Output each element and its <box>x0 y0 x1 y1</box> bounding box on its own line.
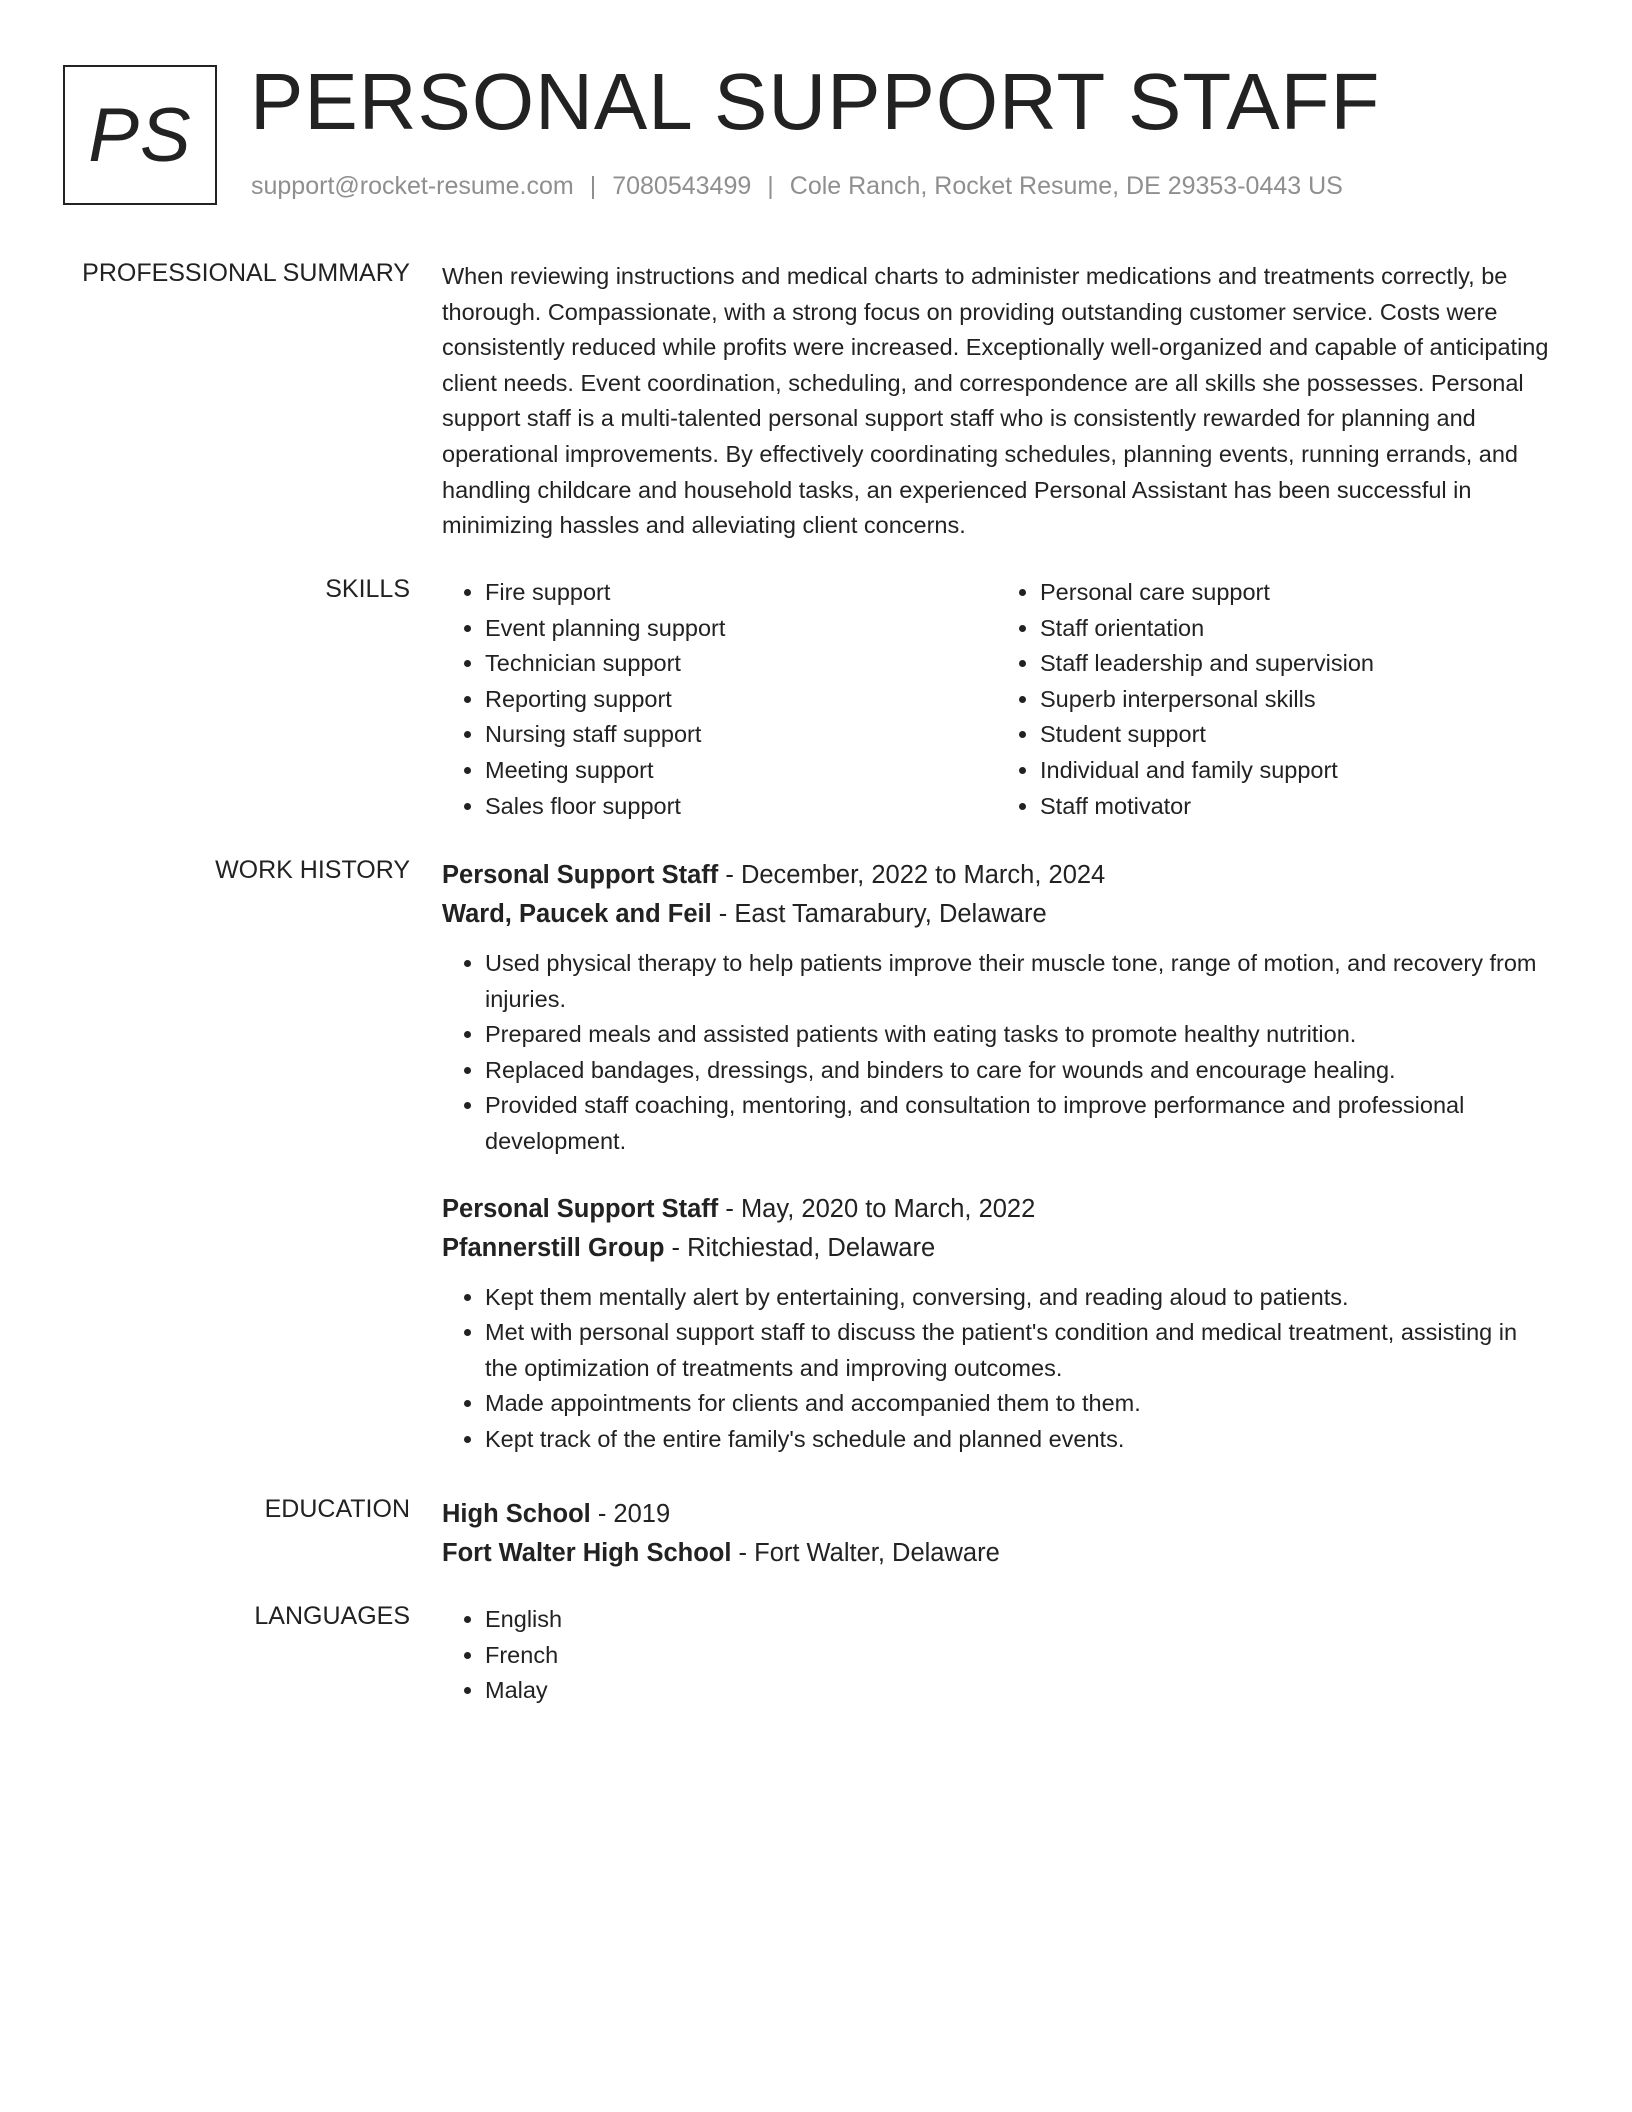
work-history-body <box>442 856 1552 1458</box>
job-entry <box>442 1190 1552 1458</box>
education-school: Fort Walter High School <box>442 1539 732 1567</box>
job-entry <box>442 856 1552 1160</box>
skills-list-right <box>997 575 1552 824</box>
resume-name: PERSONAL SUPPORT STAFF <box>250 57 1381 146</box>
job-company-line <box>442 895 1552 934</box>
skills-grid <box>442 575 1552 824</box>
education-location: - Fort Walter, Delaware <box>731 1539 1000 1567</box>
skill-item: • Event planning support <box>485 611 997 647</box>
language-item: • English <box>485 1602 1552 1638</box>
skill-item: • Individual and family support <box>1040 753 1552 789</box>
job-bullet: • Provided staff coaching, mentoring, and consultation to improve performance and professional development. <box>485 1088 1552 1159</box>
job-dates: - May, 2020 to March, 2022 <box>718 1194 1036 1223</box>
languages-body <box>442 1602 1552 1709</box>
skill-item: • Superb interpersonal skills <box>1040 682 1552 718</box>
job-title: Personal Support Staff <box>442 861 719 889</box>
contact-phone: 7080543499 <box>612 172 752 200</box>
job-title: Personal Support Staff <box>442 1194 719 1223</box>
contact-line <box>251 172 1343 201</box>
languages-heading: LANGUAGES <box>254 1602 410 1630</box>
skill-item: • Fire support <box>485 575 997 611</box>
skill-item: • Student support <box>1040 717 1552 753</box>
contact-address: Cole Ranch, Rocket Resume, DE 29353-0443 US <box>789 172 1343 200</box>
skill-item: • Personal care support <box>1040 575 1552 611</box>
skill-item: • Staff orientation <box>1040 611 1552 647</box>
job-bullet: • Kept track of the entire family's schedule and planned events. <box>485 1422 1552 1458</box>
job-location: - Ritchiestad, Delaware <box>664 1233 936 1262</box>
work-history-heading: WORK HISTORY <box>215 856 410 884</box>
skills-list-left <box>442 575 997 824</box>
job-bullet: • Replaced bandages, dressings, and binders to care for wounds and encourage healing. <box>485 1053 1552 1089</box>
job-bullet: • Kept them mentally alert by entertaining, conversing, and reading aloud to patients. <box>485 1280 1552 1316</box>
education-degree: High School <box>442 1500 591 1528</box>
summary-body <box>442 259 1552 544</box>
job-bullets <box>442 946 1552 1160</box>
summary-heading: PROFESSIONAL SUMMARY <box>82 259 410 287</box>
job-company: Ward, Paucek and Feil <box>442 900 712 928</box>
job-dates: - December, 2022 to March, 2024 <box>718 861 1106 889</box>
job-location: - East Tamarabury, Delaware <box>711 900 1047 928</box>
education-year: - 2019 <box>590 1500 671 1528</box>
contact-separator: | <box>589 172 597 200</box>
skills-heading: SKILLS <box>325 575 410 603</box>
contact-separator: | <box>767 172 774 200</box>
education-body <box>442 1495 1552 1573</box>
skill-item: • Technician support <box>485 646 997 682</box>
skill-item: • Sales floor support <box>485 789 997 825</box>
skill-item: • Nursing staff support <box>485 717 997 753</box>
job-title-line <box>442 856 1552 895</box>
job-bullets <box>442 1280 1552 1458</box>
job-company: Pfannerstill Group <box>442 1233 665 1262</box>
job-title-line <box>442 1190 1552 1229</box>
skill-item: • Reporting support <box>485 682 997 718</box>
job-company-line <box>442 1229 1552 1268</box>
education-heading: EDUCATION <box>264 1495 410 1523</box>
language-item: • French <box>485 1638 1552 1674</box>
skill-item: • Meeting support <box>485 753 997 789</box>
languages-list <box>442 1602 1552 1709</box>
education-school-line <box>442 1534 1552 1573</box>
initials-monogram: PS <box>63 65 217 205</box>
skill-item: • Staff leadership and supervision <box>1040 646 1552 682</box>
job-bullet: • Used physical therapy to help patients improve their muscle tone, range of motion, and recovery from injuries. <box>485 946 1552 1017</box>
job-bullet: • Met with personal support staff to discuss the patient's condition and medical treatment, assisting in the optimization of treatments and improving outcomes. <box>485 1315 1552 1386</box>
summary-text: When reviewing instructions and medical charts to administer medications and treatments correctly, be thorough. Compassionate, with a strong focus on providing outstanding customer service. Costs were consistently reduced while profits were increased. Exceptionally well-organized and capable of anticipating client needs. Event coordination, scheduling, and correspondence are all skills she possesses. Personal support staff is a multi-talented personal support staff who is consistently rewarded for planning and operational improvements. By effectively coordinating schedules, planning events, running errands, and handling childcare and household tasks, an experienced Personal Assistant has been successful in minimizing hassles and alleviating client concerns. <box>442 263 1549 539</box>
job-bullet: • Made appointments for clients and accompanied them to them. <box>485 1386 1552 1422</box>
contact-email: support@rocket-resume.com <box>251 172 574 200</box>
job-bullet: • Prepared meals and assisted patients with eating tasks to promote healthy nutrition. <box>485 1017 1552 1053</box>
skills-body <box>442 575 1552 824</box>
education-degree-line <box>442 1495 1552 1534</box>
language-item: • Malay <box>485 1673 1552 1709</box>
skill-item: • Staff motivator <box>1040 789 1552 825</box>
